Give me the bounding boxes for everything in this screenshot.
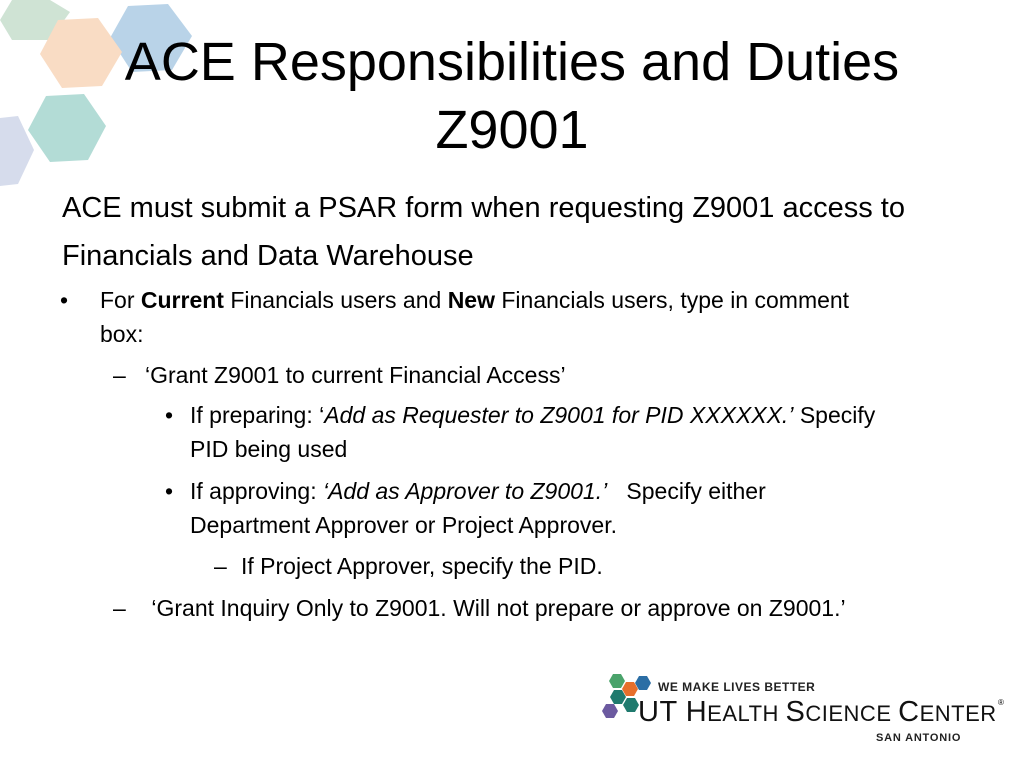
sub-bullet-text: Specify bbox=[793, 402, 876, 428]
logo-name-part: ENTER bbox=[919, 701, 997, 726]
bullet-text: Financials users and bbox=[223, 287, 448, 313]
sub-item-text: ‘Grant Inquiry Only to Z9001. Will not prepare or approve on Z9001.’ bbox=[145, 595, 846, 621]
logo-tagline: WE MAKE LIVES BETTER bbox=[658, 680, 816, 694]
registered-mark: ® bbox=[998, 698, 1004, 707]
title-line-1: ACE Responsibilities and Duties bbox=[124, 32, 900, 92]
logo-name-part: UT H bbox=[638, 696, 708, 728]
lead-line-2: Financials and Data Warehouse bbox=[62, 240, 474, 272]
dash-marker: – bbox=[113, 595, 126, 621]
bullet-marker: • bbox=[60, 287, 69, 313]
logo-name-part: EALTH bbox=[707, 701, 786, 726]
bullet-text: Financials users, type in comment bbox=[494, 287, 850, 313]
sub-bullet-italic: Add as Requester to Z9001 for PID XXXXXX.’ bbox=[324, 402, 794, 428]
bullet-bold-current: Current bbox=[140, 287, 224, 313]
bullet-text: For bbox=[100, 287, 141, 313]
sub-bullet-text: If approving: bbox=[190, 478, 323, 504]
sub-bullet-text: If preparing: ‘ bbox=[190, 402, 325, 428]
sub-bullet-line-2: PID being used bbox=[190, 436, 348, 462]
bullet-bold-new: New bbox=[447, 287, 495, 313]
logo-name bbox=[638, 696, 997, 729]
logo-location: SAN ANTONIO bbox=[876, 732, 962, 744]
bullet-line-1 bbox=[100, 283, 849, 317]
lead-line-1: ACE must submit a PSAR form when requesting Z9001 access to bbox=[62, 192, 905, 224]
logo-name-part: S bbox=[785, 696, 806, 728]
lead-paragraph bbox=[62, 184, 962, 280]
dash-marker: – bbox=[113, 362, 126, 388]
dash-marker: – bbox=[214, 553, 227, 579]
sub-bullet-italic: ‘Add as Approver to Z9001.’ bbox=[322, 478, 608, 504]
sub-bullet-text: Specify either bbox=[607, 478, 766, 504]
title-line-2: Z9001 bbox=[435, 100, 589, 160]
sub-bullet-line-1 bbox=[190, 398, 875, 432]
sub-bullet-line-1 bbox=[190, 474, 766, 508]
bullet-marker: • bbox=[165, 402, 174, 428]
bullet-line-2: box: bbox=[100, 321, 144, 347]
bullet-marker: • bbox=[165, 478, 174, 504]
logo-name-part: CIENCE bbox=[805, 701, 899, 726]
logo-name-part: C bbox=[898, 696, 920, 728]
slide-title bbox=[0, 28, 1024, 164]
sub-bullet-line-2: Department Approver or Project Approver. bbox=[190, 512, 617, 538]
sub-sub-item-text: If Project Approver, specify the PID. bbox=[241, 553, 603, 579]
sub-item-text: ‘Grant Z9001 to current Financial Access’ bbox=[145, 362, 566, 388]
ut-health-logo bbox=[600, 672, 1010, 752]
